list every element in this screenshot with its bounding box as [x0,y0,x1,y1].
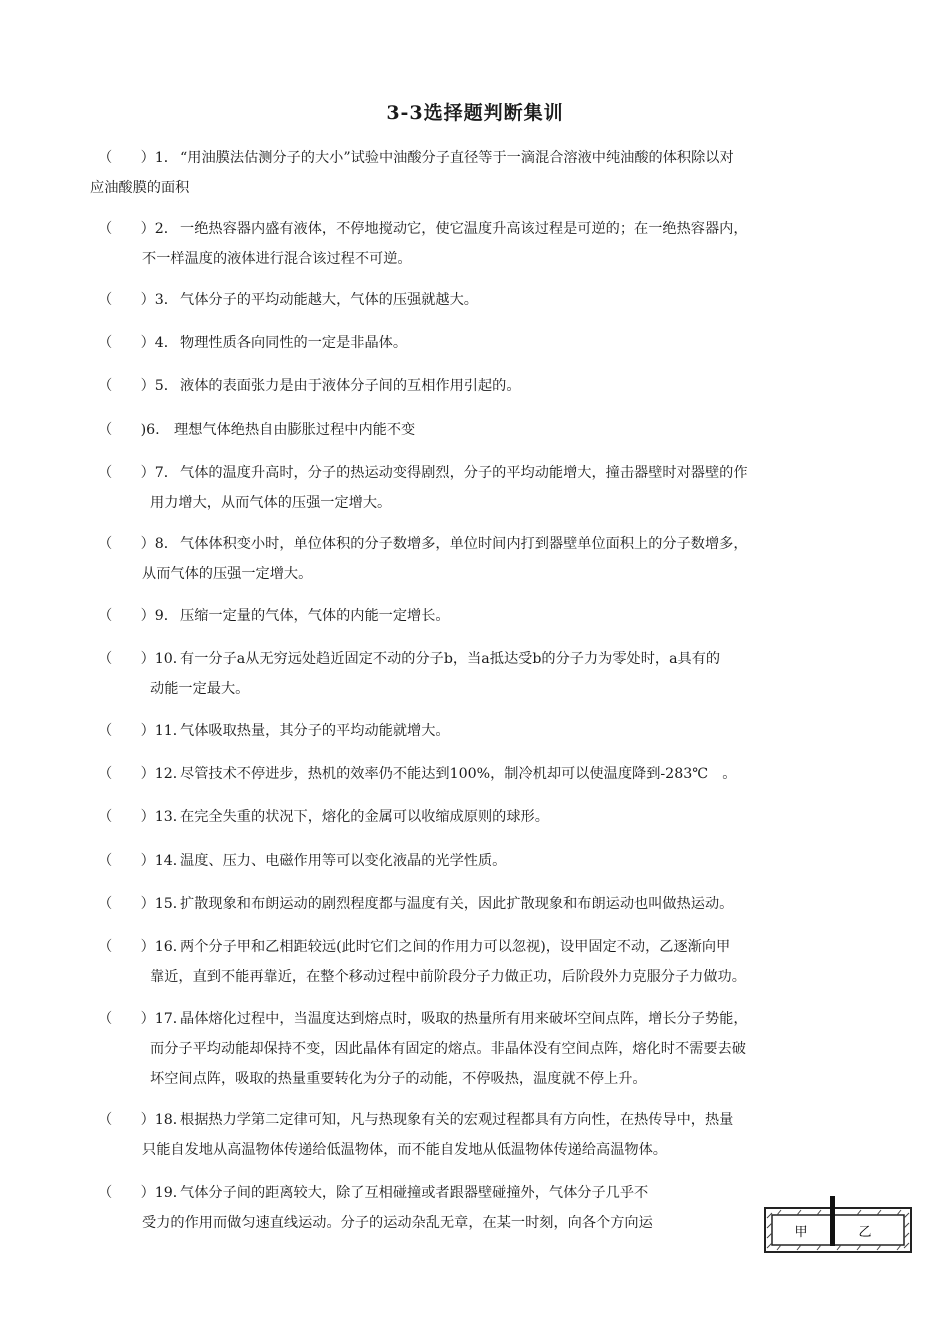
question-text: 一绝热容器内盛有液体，不停地搅动它，使它温度升高该过程是可逆的；在一绝热容器内， [180,221,748,237]
question-text: “用油膜法估测分子的大小”试验中油酸分子直径等于一滴混合溶液中纯油酸的体积除以对 [180,150,734,166]
question-text: 气体体积变小时，单位体积的分子数增多，单位时间内打到器壁单位面积上的分子数增多， [180,536,748,552]
question-text-cont: 动能一定最大。 [150,681,250,697]
question-text-cont: 坏空间点阵，吸取的热量重要转化为分子的动能，不停吸热，温度就不停上升。 [150,1071,647,1087]
question-14 [98,846,868,876]
question-text: 有一分子a从无穷远处趋近固定不动的分子b，当a抵达受b的分子力为零处时，a具有的 [180,651,721,667]
question-text: 液体的表面张力是由于液体分子间的互相作用引起的。 [180,378,521,394]
answer-blank: （ ）15． [98,896,187,912]
question-13 [98,802,868,832]
question-text-cont: 靠近，直到不能再靠近，在整个移动过程中前阶段分子力做正功，后阶段外力克服分子力做功。 [150,969,746,985]
question-19 [98,1178,868,1238]
piston-divider [830,1196,835,1246]
answer-blank: （ ）9． [98,608,178,624]
answer-blank: （ ）14． [98,853,187,869]
question-text-cont: 用力增大，从而气体的压强一定增大。 [150,495,392,511]
question-text: 物理性质各向同性的一定是非晶体。 [180,335,408,351]
molecule-container-diagram [763,1196,913,1266]
page-title: 3-3选择题判断集训 [386,102,564,124]
question-4 [98,328,868,358]
question-text: 气体吸取热量，其分子的平均动能就增大。 [180,723,450,739]
answer-blank: （ ）7． [98,465,178,481]
label-yi: 乙 [858,1225,872,1240]
question-6 [98,415,868,445]
question-text: 气体分子间的距离较大，除了互相碰撞或者跟器壁碰撞外，气体分子几乎不 [180,1185,649,1201]
question-9 [98,601,868,631]
question-text: 温度、压力、电磁作用等可以变化液晶的光学性质。 [180,853,507,869]
question-text: 理想气体绝热自由膨胀过程中内能不变 [174,422,416,438]
answer-blank: （ ）13． [98,809,187,825]
answer-blank: （ ）12． [98,766,187,782]
question-text-cont: 而分子平均动能却保持不变，因此晶体有固定的熔点。非晶体没有空间点阵，熔化时不需要去破 [150,1041,746,1057]
question-text: 尽管技术不停进步，热机的效率仍不能达到100%，制冷机却可以使温度降到-283℃ 。 [180,766,737,782]
question-11 [98,716,868,746]
question-text-cont: 受力的作用而做匀速直线运动。分子的运动杂乱无章，在某一时刻，向各个方向运 [142,1215,653,1231]
question-10 [98,644,868,704]
question-2 [98,214,868,274]
question-text: 扩散现象和布朗运动的剧烈程度都与温度有关，因此扩散现象和布朗运动也叫做热运动。 [180,896,734,912]
question-text-cont: 应油酸膜的面积 [90,180,190,196]
question-text: 在完全失重的状况下，熔化的金属可以收缩成原则的球形。 [180,809,549,825]
answer-blank: （ ）19． [98,1185,187,1201]
container-inner-wall [772,1215,904,1245]
answer-blank: （ ）1． [98,150,178,166]
question-15 [98,889,868,919]
answer-blank: （ ）3． [98,292,178,308]
question-text-cont: 不一样温度的液体进行混合该过程不可逆。 [142,251,412,267]
answer-blank: （ )6. [98,422,160,438]
question-text-cont: 从而气体的压强一定增大。 [142,566,313,582]
question-text: 气体的温度升高时，分子的热运动变得剧烈，分子的平均动能增大，撞击器壁时对器壁的作 [180,465,748,481]
question-17 [98,1004,868,1094]
answer-blank: （ ）2． [98,221,178,237]
question-text: 两个分子甲和乙相距较远(此时它们之间的作用力可以忽视)，设甲固定不动，乙逐渐向甲 [180,939,731,955]
answer-blank: （ ）10． [98,651,187,667]
question-5 [98,371,868,401]
answer-blank: （ ）4． [98,335,178,351]
question-8 [98,529,868,589]
answer-blank: （ ）8． [98,536,178,552]
question-text: 根据热力学第二定律可知，凡与热现象有关的宏观过程都具有方向性，在热传导中，热量 [180,1112,734,1128]
question-text: 晶体熔化过程中，当温度达到熔点时，吸取的热量所有用来破坏空间点阵，增长分子势能， [180,1011,748,1027]
question-text-cont: 只能自发地从高温物体传递给低温物体，而不能自发地从低温物体传递给高温物体。 [142,1142,667,1158]
answer-blank: （ ）17． [98,1011,187,1027]
question-16 [98,932,868,992]
answer-blank: （ ）18． [98,1112,187,1128]
question-3 [98,285,868,315]
question-18 [98,1105,868,1165]
answer-blank: （ ）16． [98,939,187,955]
question-12 [98,759,868,789]
question-7 [98,458,868,518]
wall-hatching [767,1210,909,1250]
answer-blank: （ ）11． [98,723,187,739]
label-jia: 甲 [794,1225,808,1240]
question-text: 气体分子的平均动能越大，气体的压强就越大。 [180,292,478,308]
answer-blank: （ ）5． [98,378,178,394]
question-text: 压缩一定量的气体，气体的内能一定增长。 [180,608,450,624]
question-1 [90,143,868,203]
